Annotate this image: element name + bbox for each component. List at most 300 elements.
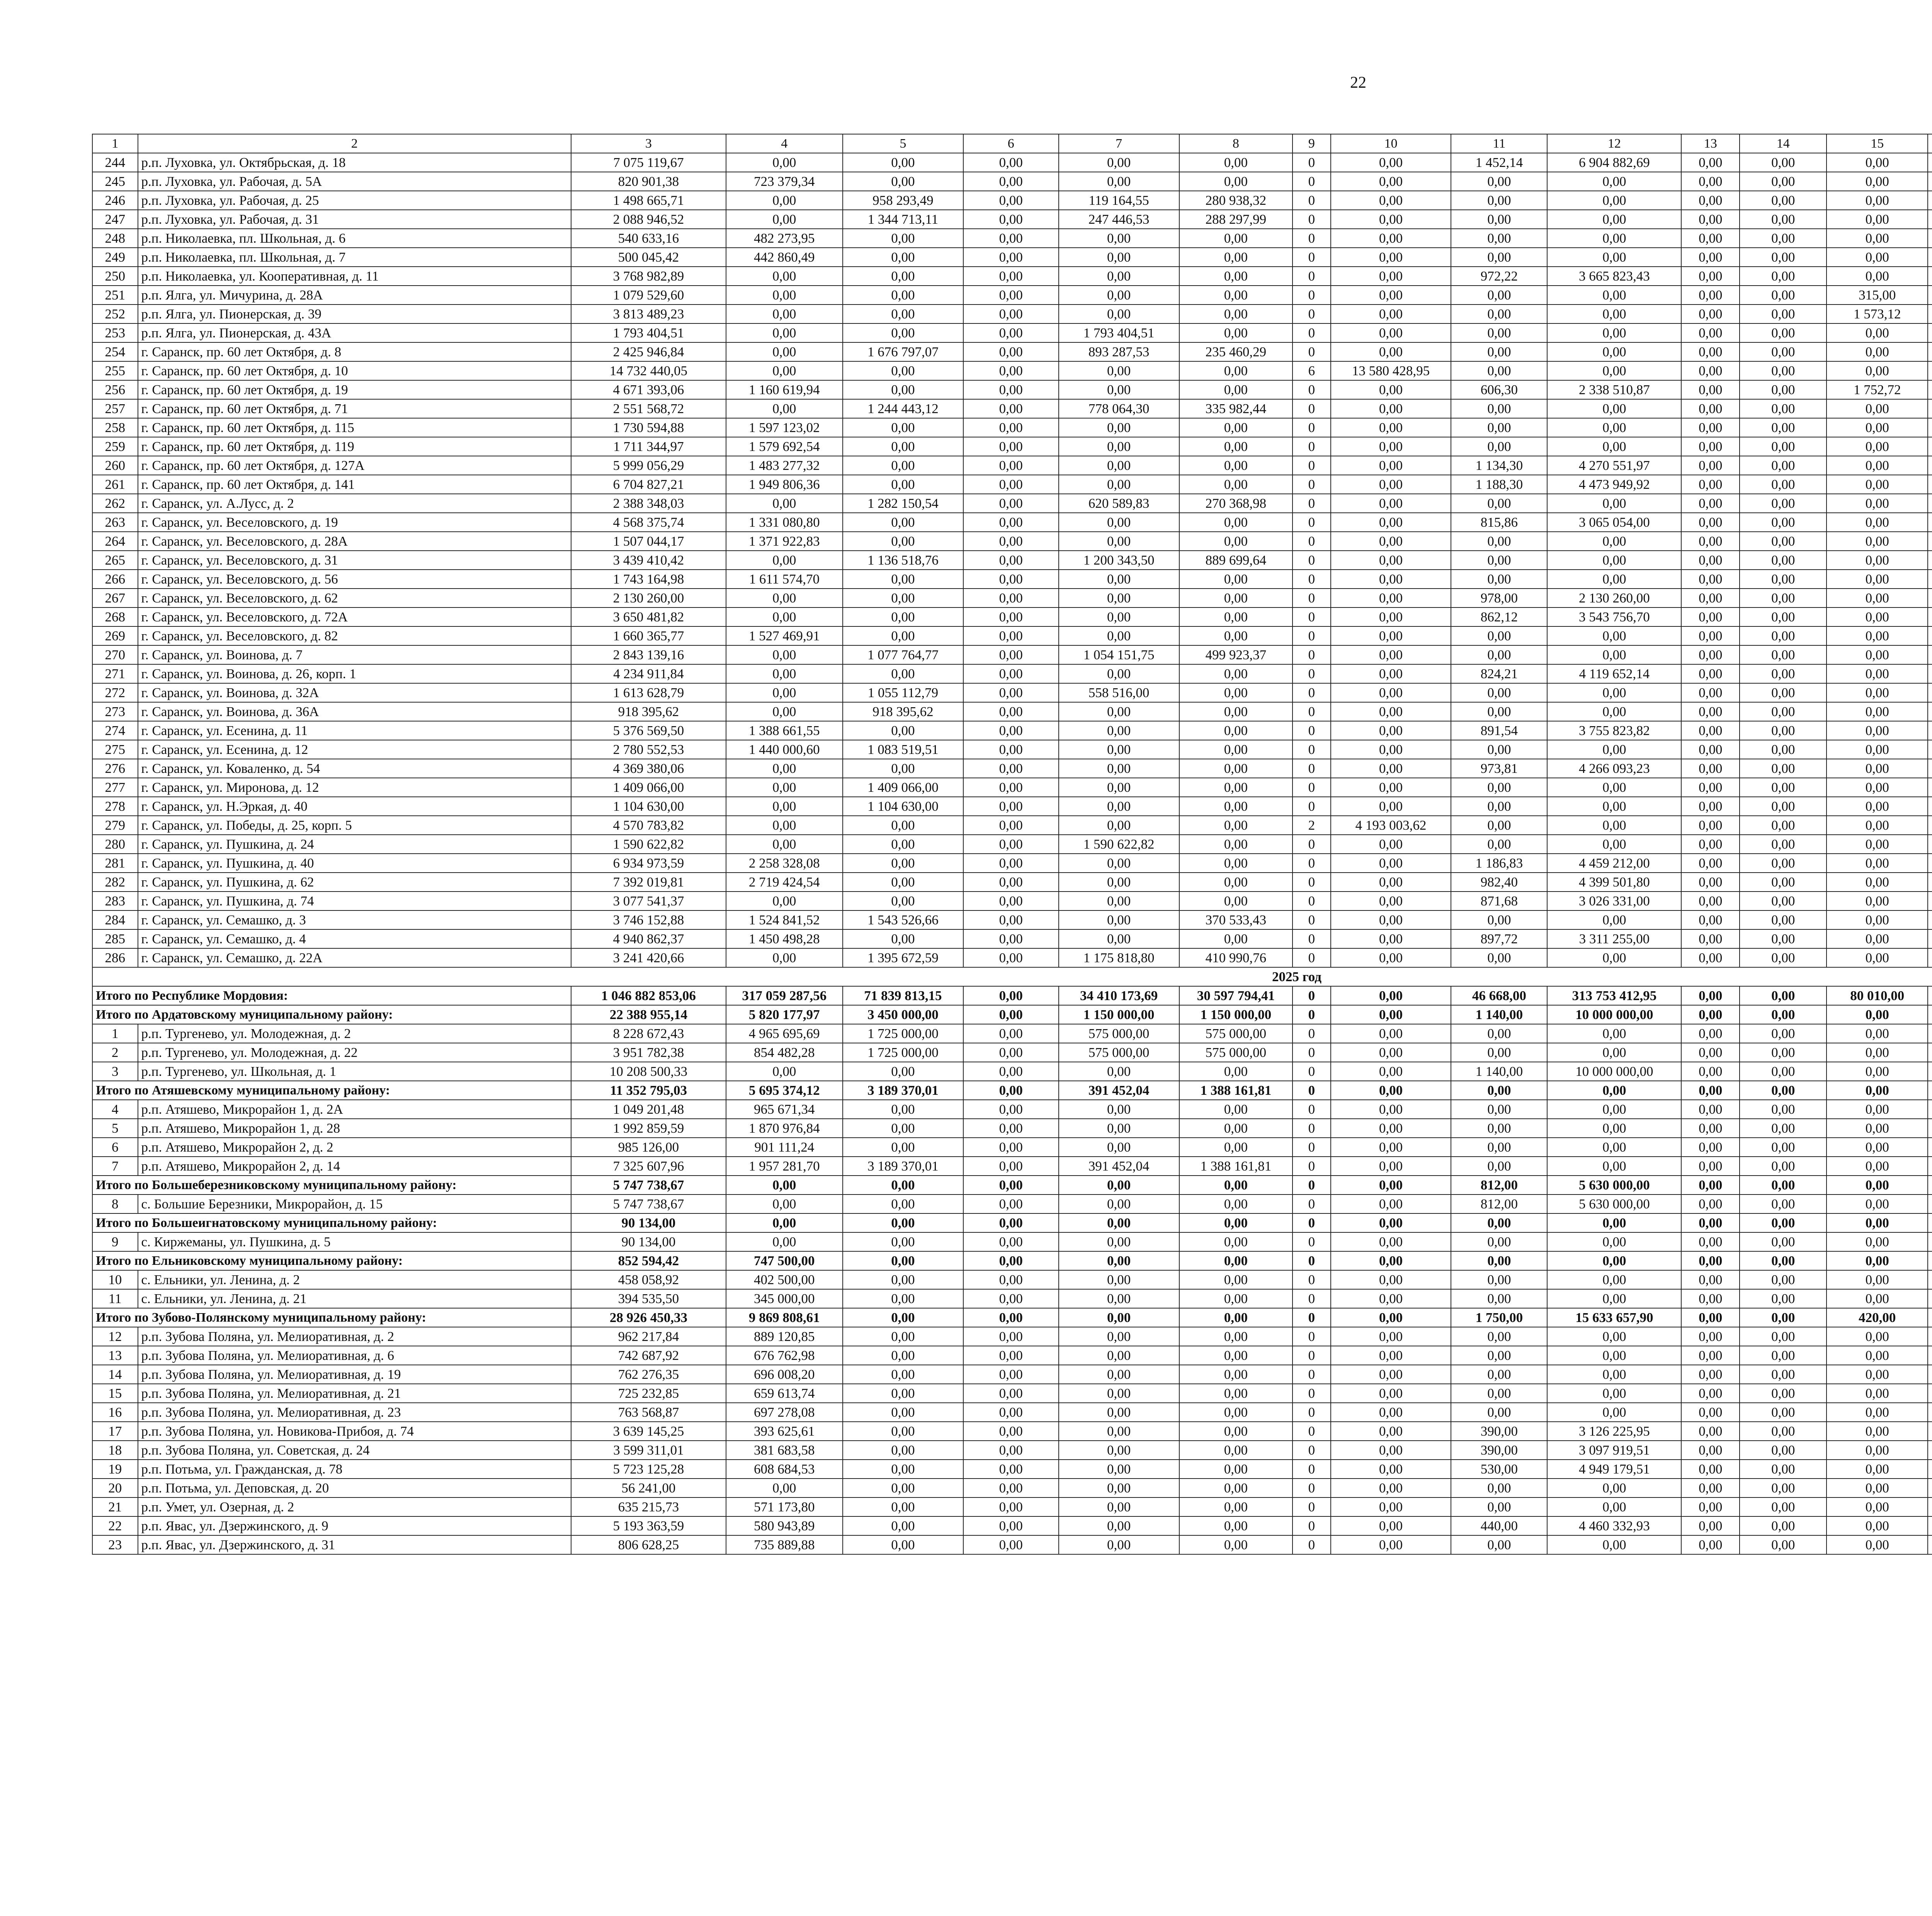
table-cell: 270 368,98	[1179, 494, 1293, 513]
table-cell: 1 711 344,97	[571, 437, 726, 456]
table-cell: 0,00	[1331, 929, 1451, 948]
table-cell: 0,00	[1547, 948, 1681, 967]
table-cell: 0,00	[963, 835, 1059, 854]
table-cell: 1 344 713,11	[843, 210, 963, 229]
table-cell: 252	[92, 305, 138, 323]
table-cell: 1 440 000,60	[726, 740, 843, 759]
table-cell: 5	[92, 1119, 138, 1138]
table-cell: 1 046 882 853,06	[571, 986, 726, 1005]
table-cell: 0	[1293, 286, 1330, 305]
table-cell: 0,00	[843, 1270, 963, 1289]
table-cell: 0	[1293, 702, 1330, 721]
table-cell: 0,00	[1547, 683, 1681, 702]
table-cell: 696 008,20	[726, 1365, 843, 1384]
table-cell: 0,00	[1740, 759, 1827, 778]
table-cell: 0,00	[843, 229, 963, 248]
table-cell: 0,00	[1681, 1422, 1740, 1441]
table-cell: 0,00	[1451, 323, 1547, 342]
table-cell: 0,00	[1059, 1119, 1179, 1138]
table-cell: 0,00	[1740, 1043, 1827, 1062]
table-cell: 0,00	[1681, 759, 1740, 778]
table-cell: 0,00	[963, 172, 1059, 191]
table-cell: 0,00	[1179, 229, 1293, 248]
table-cell: 267	[92, 589, 138, 607]
table-cell: 0,00	[963, 305, 1059, 323]
table-cell: 263	[92, 513, 138, 532]
table-cell: 918 395,62	[843, 702, 963, 721]
table-cell: 235 460,29	[1179, 342, 1293, 361]
table-cell	[1928, 437, 1932, 456]
table-cell: 3 665 823,43	[1547, 267, 1681, 286]
table-cell: 0,00	[1547, 1497, 1681, 1516]
table-row	[92, 191, 1932, 210]
table-cell: 0,00	[1451, 551, 1547, 570]
table-cell: 0,00	[963, 286, 1059, 305]
table-cell: 0,00	[1059, 172, 1179, 191]
table-cell: 0,00	[726, 551, 843, 570]
table-cell: 0,00	[963, 1176, 1059, 1195]
table-row	[92, 210, 1932, 229]
table-cell: 0,00	[1681, 1138, 1740, 1157]
table-cell: 0,00	[726, 892, 843, 910]
table-cell: 3 543 756,70	[1547, 607, 1681, 626]
table-cell: 1 590 622,82	[571, 835, 726, 854]
table-cell: 0,00	[1740, 153, 1827, 172]
table-row	[92, 418, 1932, 437]
table-cell: 0,00	[1547, 1024, 1681, 1043]
table-cell: 0	[1293, 437, 1330, 456]
table-cell: 0,00	[963, 1289, 1059, 1308]
table-cell: 0,00	[1827, 532, 1928, 551]
table-cell: 985 126,00	[571, 1138, 726, 1157]
table-cell: 0,00	[1059, 1516, 1179, 1535]
table-cell: 0	[1293, 797, 1330, 816]
table-row	[92, 494, 1932, 513]
table-cell: 0,00	[1681, 1062, 1740, 1081]
table-cell: 0,00	[1179, 607, 1293, 626]
table-cell: 0,00	[1179, 854, 1293, 873]
table-cell: 0,00	[1547, 1365, 1681, 1384]
table-cell: 0,00	[1681, 1365, 1740, 1384]
table-cell	[1928, 494, 1932, 513]
table-cell: 0,00	[1827, 1535, 1928, 1554]
table-row	[92, 1138, 1932, 1157]
table-cell: 0,00	[1059, 570, 1179, 589]
table-cell: 0,00	[1179, 1516, 1293, 1535]
table-cell: 0	[1293, 475, 1330, 494]
page-number: 22	[1350, 74, 1366, 92]
table-cell: 0,00	[1740, 342, 1827, 361]
table-row	[92, 1195, 1932, 1213]
table-cell: 1 579 692,54	[726, 437, 843, 456]
table-cell: 962 217,84	[571, 1327, 726, 1346]
table-cell: 0	[1293, 1157, 1330, 1176]
table-cell: 1 793 404,51	[571, 323, 726, 342]
table-cell: 0,00	[963, 645, 1059, 664]
table-cell: р.п. Зубова Поляна, ул. Мелиоративная, д. 21	[138, 1384, 571, 1403]
table-cell: 0,00	[1740, 513, 1827, 532]
table-cell: 10 000 000,00	[1547, 1062, 1681, 1081]
table-cell: 46 668,00	[1451, 986, 1547, 1005]
table-cell: 0,00	[1740, 589, 1827, 607]
table-cell: 0,00	[1331, 1195, 1451, 1213]
table-cell	[1928, 1043, 1932, 1062]
table-cell	[1928, 702, 1932, 721]
table-cell: 0	[1293, 1479, 1330, 1497]
table-cell: 2 719 424,54	[726, 873, 843, 892]
table-cell: 0,00	[843, 172, 963, 191]
table-cell: 0,00	[1179, 248, 1293, 267]
table-cell: 21	[92, 1497, 138, 1516]
table-cell: 0,00	[1681, 683, 1740, 702]
table-cell: 0,00	[1827, 494, 1928, 513]
table-cell: 0,00	[1451, 778, 1547, 797]
table-cell: г. Саранск, ул. Семашко, д. 22А	[138, 948, 571, 967]
table-cell: 762 276,35	[571, 1365, 726, 1384]
table-cell: г. Саранск, ул. Воинова, д. 7	[138, 645, 571, 664]
table-cell: 0	[1293, 1327, 1330, 1346]
table-cell: 0,00	[1451, 1346, 1547, 1365]
table-cell: 0,00	[1827, 645, 1928, 664]
table-cell: 1 150 000,00	[1179, 1005, 1293, 1024]
table-cell: 0	[1293, 1441, 1330, 1460]
table-cell: 0,00	[1331, 1497, 1451, 1516]
table-cell: 0,00	[1451, 1024, 1547, 1043]
table-cell: 8 228 672,43	[571, 1024, 726, 1043]
table-cell	[1928, 532, 1932, 551]
table-cell: 0,00	[1681, 380, 1740, 399]
table-cell: 0	[1293, 1460, 1330, 1479]
table-cell: 0,00	[1451, 210, 1547, 229]
table-cell: 0,00	[1451, 570, 1547, 589]
table-cell	[1928, 134, 1932, 153]
table-cell: 0,00	[1547, 210, 1681, 229]
table-cell: 381 683,58	[726, 1441, 843, 1460]
table-cell: 5 747 738,67	[571, 1176, 726, 1195]
table-cell: 0,00	[1740, 1327, 1827, 1346]
table-cell: 0,00	[1451, 342, 1547, 361]
table-cell: 0,00	[1451, 1403, 1547, 1422]
table-cell: 0,00	[963, 1346, 1059, 1365]
table-cell: 0,00	[843, 607, 963, 626]
table-cell: 0,00	[1331, 1308, 1451, 1327]
table-cell: р.п. Луховка, ул. Октябрьская, д. 18	[138, 153, 571, 172]
table-cell: 0,00	[1451, 1327, 1547, 1346]
table-cell: 1 957 281,70	[726, 1157, 843, 1176]
table-cell: 0,00	[1451, 418, 1547, 437]
table-cell: 273	[92, 702, 138, 721]
table-cell: Итого по Республике Мордовия:	[92, 986, 571, 1005]
table-cell: 6	[1293, 361, 1330, 380]
table-cell: 0	[1293, 683, 1330, 702]
table-cell: 0,00	[1331, 1043, 1451, 1062]
table-cell	[1928, 1346, 1932, 1365]
table-cell: 0,00	[1179, 1251, 1293, 1270]
table-cell: 458 058,92	[571, 1270, 726, 1289]
table-row	[92, 873, 1932, 892]
table-row	[92, 910, 1932, 929]
table-cell: 281	[92, 854, 138, 873]
table-cell: 0,00	[1827, 1062, 1928, 1081]
table-cell: 0,00	[1547, 1384, 1681, 1403]
table-cell: 0,00	[1331, 456, 1451, 475]
table-cell: 0,00	[1827, 1138, 1928, 1157]
table-cell: 0,00	[1740, 892, 1827, 910]
table-cell: 0,00	[1827, 1195, 1928, 1213]
table-cell: 0	[1293, 1497, 1330, 1516]
table-cell: 0,00	[1451, 1138, 1547, 1157]
table-cell: 0,00	[963, 1441, 1059, 1460]
table-cell: 0	[1293, 399, 1330, 418]
table-cell	[1928, 910, 1932, 929]
table-cell: 0,00	[1331, 1232, 1451, 1251]
table-cell: 0,00	[1827, 475, 1928, 494]
table-cell: 0	[1293, 1232, 1330, 1251]
table-cell: 0,00	[1681, 1535, 1740, 1554]
table-cell: 0,00	[1059, 1346, 1179, 1365]
table-cell: 0,00	[843, 267, 963, 286]
table-cell: р.п. Зубова Поляна, ул. Мелиоративная, д. 6	[138, 1346, 571, 1365]
subtotal-row	[92, 986, 1932, 1005]
table-cell: 0,00	[1451, 645, 1547, 664]
table-cell: 0,00	[1827, 835, 1928, 854]
table-cell: 0	[1293, 191, 1330, 210]
table-cell	[1928, 1062, 1932, 1081]
table-cell: 4 671 393,06	[571, 380, 726, 399]
table-cell	[1928, 267, 1932, 286]
table-cell: 0,00	[1740, 683, 1827, 702]
table-cell: 19	[92, 1460, 138, 1479]
table-cell: 0,00	[1740, 1062, 1827, 1081]
table-cell: 0,00	[1059, 418, 1179, 437]
table-cell: 0,00	[1681, 721, 1740, 740]
table-cell: 0,00	[963, 361, 1059, 380]
table-cell: 0,00	[1059, 1422, 1179, 1441]
table-cell: с. Ельники, ул. Ленина, д. 21	[138, 1289, 571, 1308]
table-cell: 394 535,50	[571, 1289, 726, 1308]
table-cell: 335 982,44	[1179, 399, 1293, 418]
table-cell: 3 768 982,89	[571, 267, 726, 286]
table-cell: 0,00	[1179, 626, 1293, 645]
table-cell: 0,00	[843, 513, 963, 532]
table-cell: 22 388 955,14	[571, 1005, 726, 1024]
table-cell: 2 388 348,03	[571, 494, 726, 513]
table-cell: 0,00	[1827, 1365, 1928, 1384]
table-cell: 0,00	[1740, 1024, 1827, 1043]
table-cell: 725 232,85	[571, 1384, 726, 1403]
table-cell: 0,00	[1681, 342, 1740, 361]
table-row	[92, 645, 1932, 664]
table-cell: 4 193 003,62	[1331, 816, 1451, 835]
table-cell: 540 633,16	[571, 229, 726, 248]
table-cell: 0,00	[843, 892, 963, 910]
table-cell: 0	[1293, 1005, 1330, 1024]
table-cell: 0,00	[1827, 1327, 1928, 1346]
table-cell	[1928, 399, 1932, 418]
table-cell: 0,00	[843, 854, 963, 873]
table-cell: 659 613,74	[726, 1384, 843, 1403]
table-row	[92, 816, 1932, 835]
table-cell: 0,00	[1547, 645, 1681, 664]
table-cell: 2 130 260,00	[1547, 589, 1681, 607]
table-cell: 0,00	[1179, 418, 1293, 437]
table-cell: 0,00	[843, 1119, 963, 1138]
table-cell: 0,00	[1179, 816, 1293, 835]
table-cell: 0,00	[1827, 1403, 1928, 1422]
table-cell: 275	[92, 740, 138, 759]
table-cell	[1928, 1384, 1932, 1403]
table-cell: 530,00	[1451, 1460, 1547, 1479]
table-cell: 0,00	[1331, 1270, 1451, 1289]
table-cell: 0,00	[1547, 1138, 1681, 1157]
table-cell: 0,00	[726, 323, 843, 342]
table-cell: 0,00	[1827, 342, 1928, 361]
table-cell: 1 524 841,52	[726, 910, 843, 929]
table-cell: 0,00	[963, 342, 1059, 361]
table-cell: 0,00	[1681, 267, 1740, 286]
table-row	[92, 1516, 1932, 1535]
table-cell: г. Саранск, пр. 60 лет Октября, д. 8	[138, 342, 571, 361]
table-cell: р.п. Умет, ул. Озерная, д. 2	[138, 1497, 571, 1516]
table-cell: 0,00	[1827, 267, 1928, 286]
table-cell: 0,00	[1179, 475, 1293, 494]
table-cell: 0,00	[1059, 1251, 1179, 1270]
table-cell: 0,00	[1179, 1403, 1293, 1422]
table-cell	[1928, 153, 1932, 172]
table-cell: 0	[1293, 570, 1330, 589]
table-cell: 0,00	[1827, 1176, 1928, 1195]
table-cell: г. Саранск, ул. Веселовского, д. 31	[138, 551, 571, 570]
table-cell: 1 743 164,98	[571, 570, 726, 589]
table-cell: 0,00	[1059, 929, 1179, 948]
table-cell: 0,00	[1681, 323, 1740, 342]
table-row	[92, 929, 1932, 948]
table-cell: 4 119 652,14	[1547, 664, 1681, 683]
subtotal-row	[92, 1176, 1932, 1195]
table-row	[92, 778, 1932, 797]
table-cell: 0,00	[1451, 1157, 1547, 1176]
table-cell	[1928, 797, 1932, 816]
table-cell: 2 551 568,72	[571, 399, 726, 418]
table-cell: 0,00	[1740, 929, 1827, 948]
table-cell: 280	[92, 835, 138, 854]
table-cell: 271	[92, 664, 138, 683]
table-cell: 0,00	[1681, 210, 1740, 229]
table-cell: г. Саранск, ул. Веселовского, д. 56	[138, 570, 571, 589]
table-cell: 0	[1293, 1270, 1330, 1289]
table-cell: 0	[1293, 1024, 1330, 1043]
table-cell: 20	[92, 1479, 138, 1497]
table-cell: 0,00	[843, 664, 963, 683]
table-cell: 0,00	[1179, 513, 1293, 532]
table-cell: 0,00	[1179, 1441, 1293, 1460]
table-cell: 0,00	[1740, 1516, 1827, 1535]
table-cell: 0	[1293, 513, 1330, 532]
table-cell: 0,00	[1681, 626, 1740, 645]
table-cell: 260	[92, 456, 138, 475]
table-cell: 1 200 343,50	[1059, 551, 1179, 570]
table-cell: 0,00	[1179, 835, 1293, 854]
table-cell: 0,00	[963, 229, 1059, 248]
table-cell: 0,00	[1740, 1535, 1827, 1554]
table-cell: 0,00	[1059, 778, 1179, 797]
table-cell: 10	[92, 1270, 138, 1289]
table-cell: 244	[92, 153, 138, 172]
table-cell: 15	[92, 1384, 138, 1403]
table-cell: 0,00	[1681, 532, 1740, 551]
table-cell: 12	[92, 1327, 138, 1346]
table-cell	[1928, 721, 1932, 740]
table-row	[92, 286, 1932, 305]
table-cell: 0,00	[726, 835, 843, 854]
table-cell: 0,00	[1059, 248, 1179, 267]
table-cell: 0,00	[843, 475, 963, 494]
table-cell: 0	[1293, 342, 1330, 361]
table-cell: 2	[1293, 816, 1330, 835]
table-cell: 0,00	[1059, 759, 1179, 778]
table-cell: 723 379,34	[726, 172, 843, 191]
table-cell: г. Саранск, ул. Пушкина, д. 62	[138, 873, 571, 892]
table-cell: 1 160 619,94	[726, 380, 843, 399]
table-cell: 0,00	[726, 759, 843, 778]
table-cell: 7 075 119,67	[571, 153, 726, 172]
table-cell	[1928, 929, 1932, 948]
table-cell: 0,00	[1740, 210, 1827, 229]
table-cell: 0,00	[1681, 305, 1740, 323]
table-cell: 0,00	[1547, 1100, 1681, 1119]
table-cell: 0,00	[1681, 1195, 1740, 1213]
table-cell: 0,00	[1179, 778, 1293, 797]
table-cell: 0,00	[1331, 1516, 1451, 1535]
table-cell	[1928, 1195, 1932, 1213]
table-cell: 0,00	[1827, 418, 1928, 437]
table-cell: 0,00	[1059, 380, 1179, 399]
table-cell: г. Саранск, ул. Есенина, д. 12	[138, 740, 571, 759]
table-cell: 0,00	[1681, 437, 1740, 456]
table-cell: 0,00	[1331, 1251, 1451, 1270]
table-cell: 0,00	[1331, 248, 1451, 267]
table-cell: 0,00	[1681, 740, 1740, 759]
table-cell: 5 630 000,00	[1547, 1195, 1681, 1213]
table-cell: 0,00	[843, 1232, 963, 1251]
table-cell: 0	[1293, 1251, 1330, 1270]
table-cell: 0,00	[1547, 816, 1681, 835]
table-cell: 0,00	[1059, 740, 1179, 759]
table-cell: 1 949 806,36	[726, 475, 843, 494]
table-cell: 0,00	[843, 835, 963, 854]
table-cell: 0,00	[1740, 1138, 1827, 1157]
table-cell: р.п. Ялга, ул. Пионерская, д. 39	[138, 305, 571, 323]
table-cell: 0,00	[1547, 532, 1681, 551]
table-cell: 0,00	[1059, 1289, 1179, 1308]
table-cell: 0,00	[726, 1195, 843, 1213]
table-cell: 0,00	[1681, 1497, 1740, 1516]
table-cell: 0,00	[843, 816, 963, 835]
table-cell: 0,00	[963, 1251, 1059, 1270]
table-cell: г. Саранск, ул. Победы, д. 25, корп. 5	[138, 816, 571, 835]
table-cell: 266	[92, 570, 138, 589]
table-cell: 0,00	[1179, 1100, 1293, 1119]
table-cell: 0,00	[1451, 494, 1547, 513]
table-cell: 0	[1293, 418, 1330, 437]
table-cell: 0,00	[1059, 1460, 1179, 1479]
table-cell: 0,00	[1059, 1497, 1179, 1516]
table-cell: 0,00	[1059, 267, 1179, 286]
table-cell: 1 140,00	[1451, 1005, 1547, 1024]
table-cell: 0,00	[843, 1497, 963, 1516]
table-cell: 0,00	[1740, 229, 1827, 248]
table-cell	[1928, 570, 1932, 589]
